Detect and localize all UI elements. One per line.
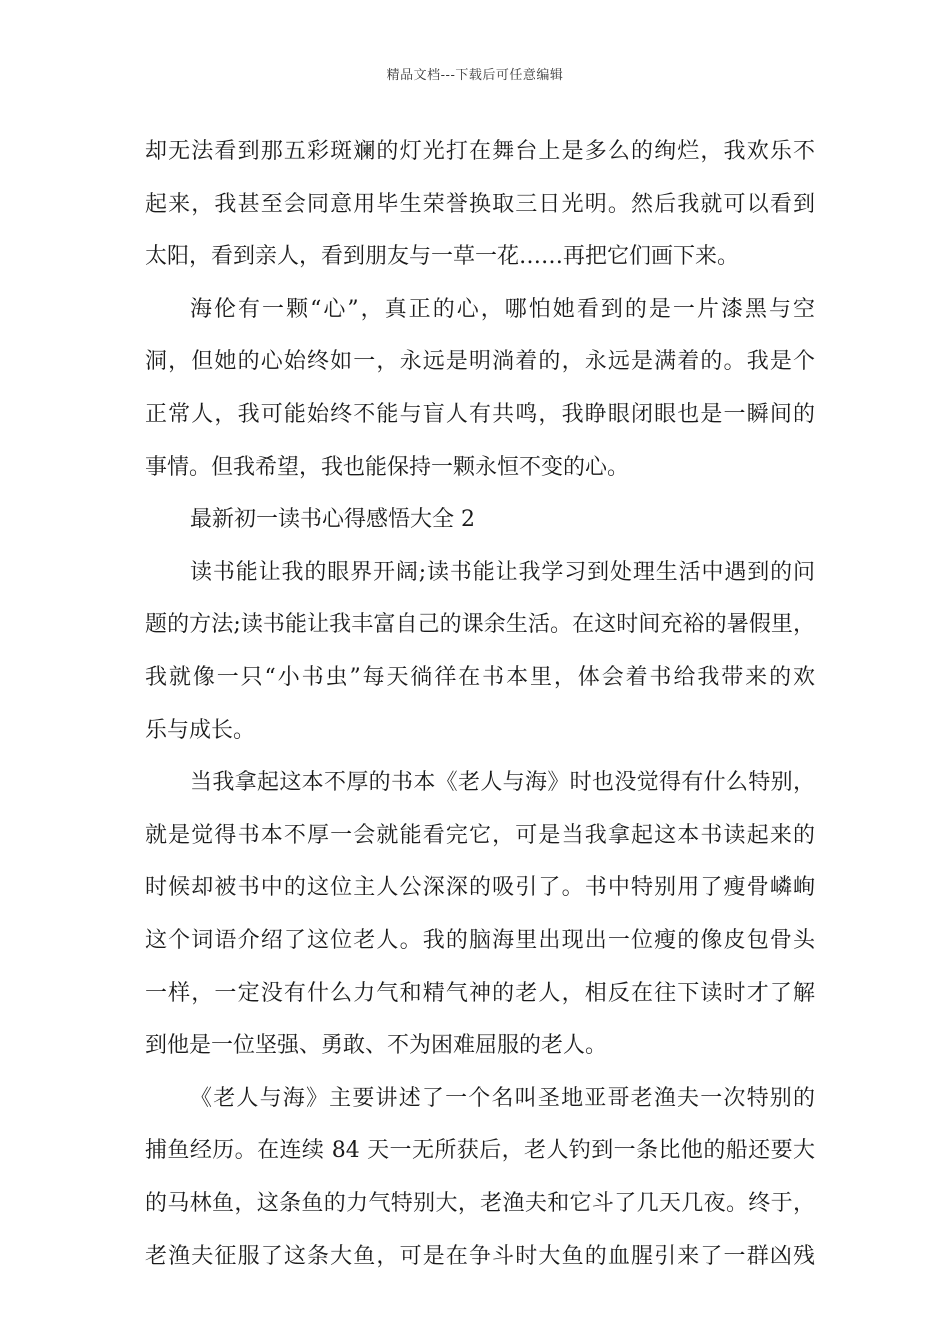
text-line: 正常人，我可能始终不能与盲人有共鸣，我睁眼闭眼也是一瞬间的 [145,402,815,427]
text-line: 的马林鱼，这条鱼的力气特别大，老渔夫和它斗了几天几夜。终于， [145,1191,815,1216]
text-line: 事情。但我希望，我也能保持一颗永恒不变的心。 [145,454,630,480]
text-line: 捕鱼经历。在连续 84 天一无所获后，老人钓到一条比他的船还要大 [145,1138,815,1164]
page-header: 精品文档---下载后可任意编辑 [386,68,564,83]
text-line: 太阳，看到亲人，看到朋友与一草一花……再把它们画下来。 [145,244,740,270]
text-line: 就是觉得书本不厚一会就能看完它，可是当我拿起这本书读起来的 [145,822,815,848]
text-line: 时候却被书中的这位主人公深深的吸引了。书中特别用了瘦骨嶙峋 [145,875,815,901]
text-line: 这个词语介绍了这位老人。我的脑海里出现出一位瘦的像皮包骨头 [145,928,815,953]
text-line: 我就像一只“小书虫”每天徜徉在书本里，体会着书给我带来的欢 [145,665,815,690]
text-line: 老渔夫征服了这条大鱼，可是在争斗时大鱼的血腥引来了一群凶残 [145,1243,815,1269]
text-line: 却无法看到那五彩斑斓的灯光打在舞台上是多么的绚烂，我欢乐不 [145,139,815,164]
text-line: 乐与成长。 [145,717,256,743]
text-line: 最新初一读书心得感悟大全 2 [190,507,475,533]
text-line: 海伦有一颗“心”，真正的心，哪怕她看到的是一片漆黑与空 [190,296,815,322]
text-line: 题的方法;读书能让我丰富自己的课余生活。在这时间充裕的暑假里， [145,612,815,638]
text-line: 《老人与海》主要讲述了一个名叫圣地亚哥老渔夫一次特别的 [190,1085,815,1111]
text-line: 读书能让我的眼界开阔;读书能让我学习到处理生活中遇到的问 [190,559,815,585]
text-line: 一样，一定没有什么力气和精气神的老人，相反在往下读时才了解 [145,980,815,1006]
text-line: 当我拿起这本不厚的书本《老人与海》时也没觉得有什么特别， [190,770,815,796]
text-line: 到他是一位坚强、勇敢、不为困难屈服的老人。 [145,1033,608,1059]
text-line: 洞，但她的心始终如一，永远是明淌着的，永远是满着的。我是个 [145,349,815,375]
text-line: 起来，我甚至会同意用毕生荣誉换取三日光明。然后我就可以看到 [145,191,815,217]
